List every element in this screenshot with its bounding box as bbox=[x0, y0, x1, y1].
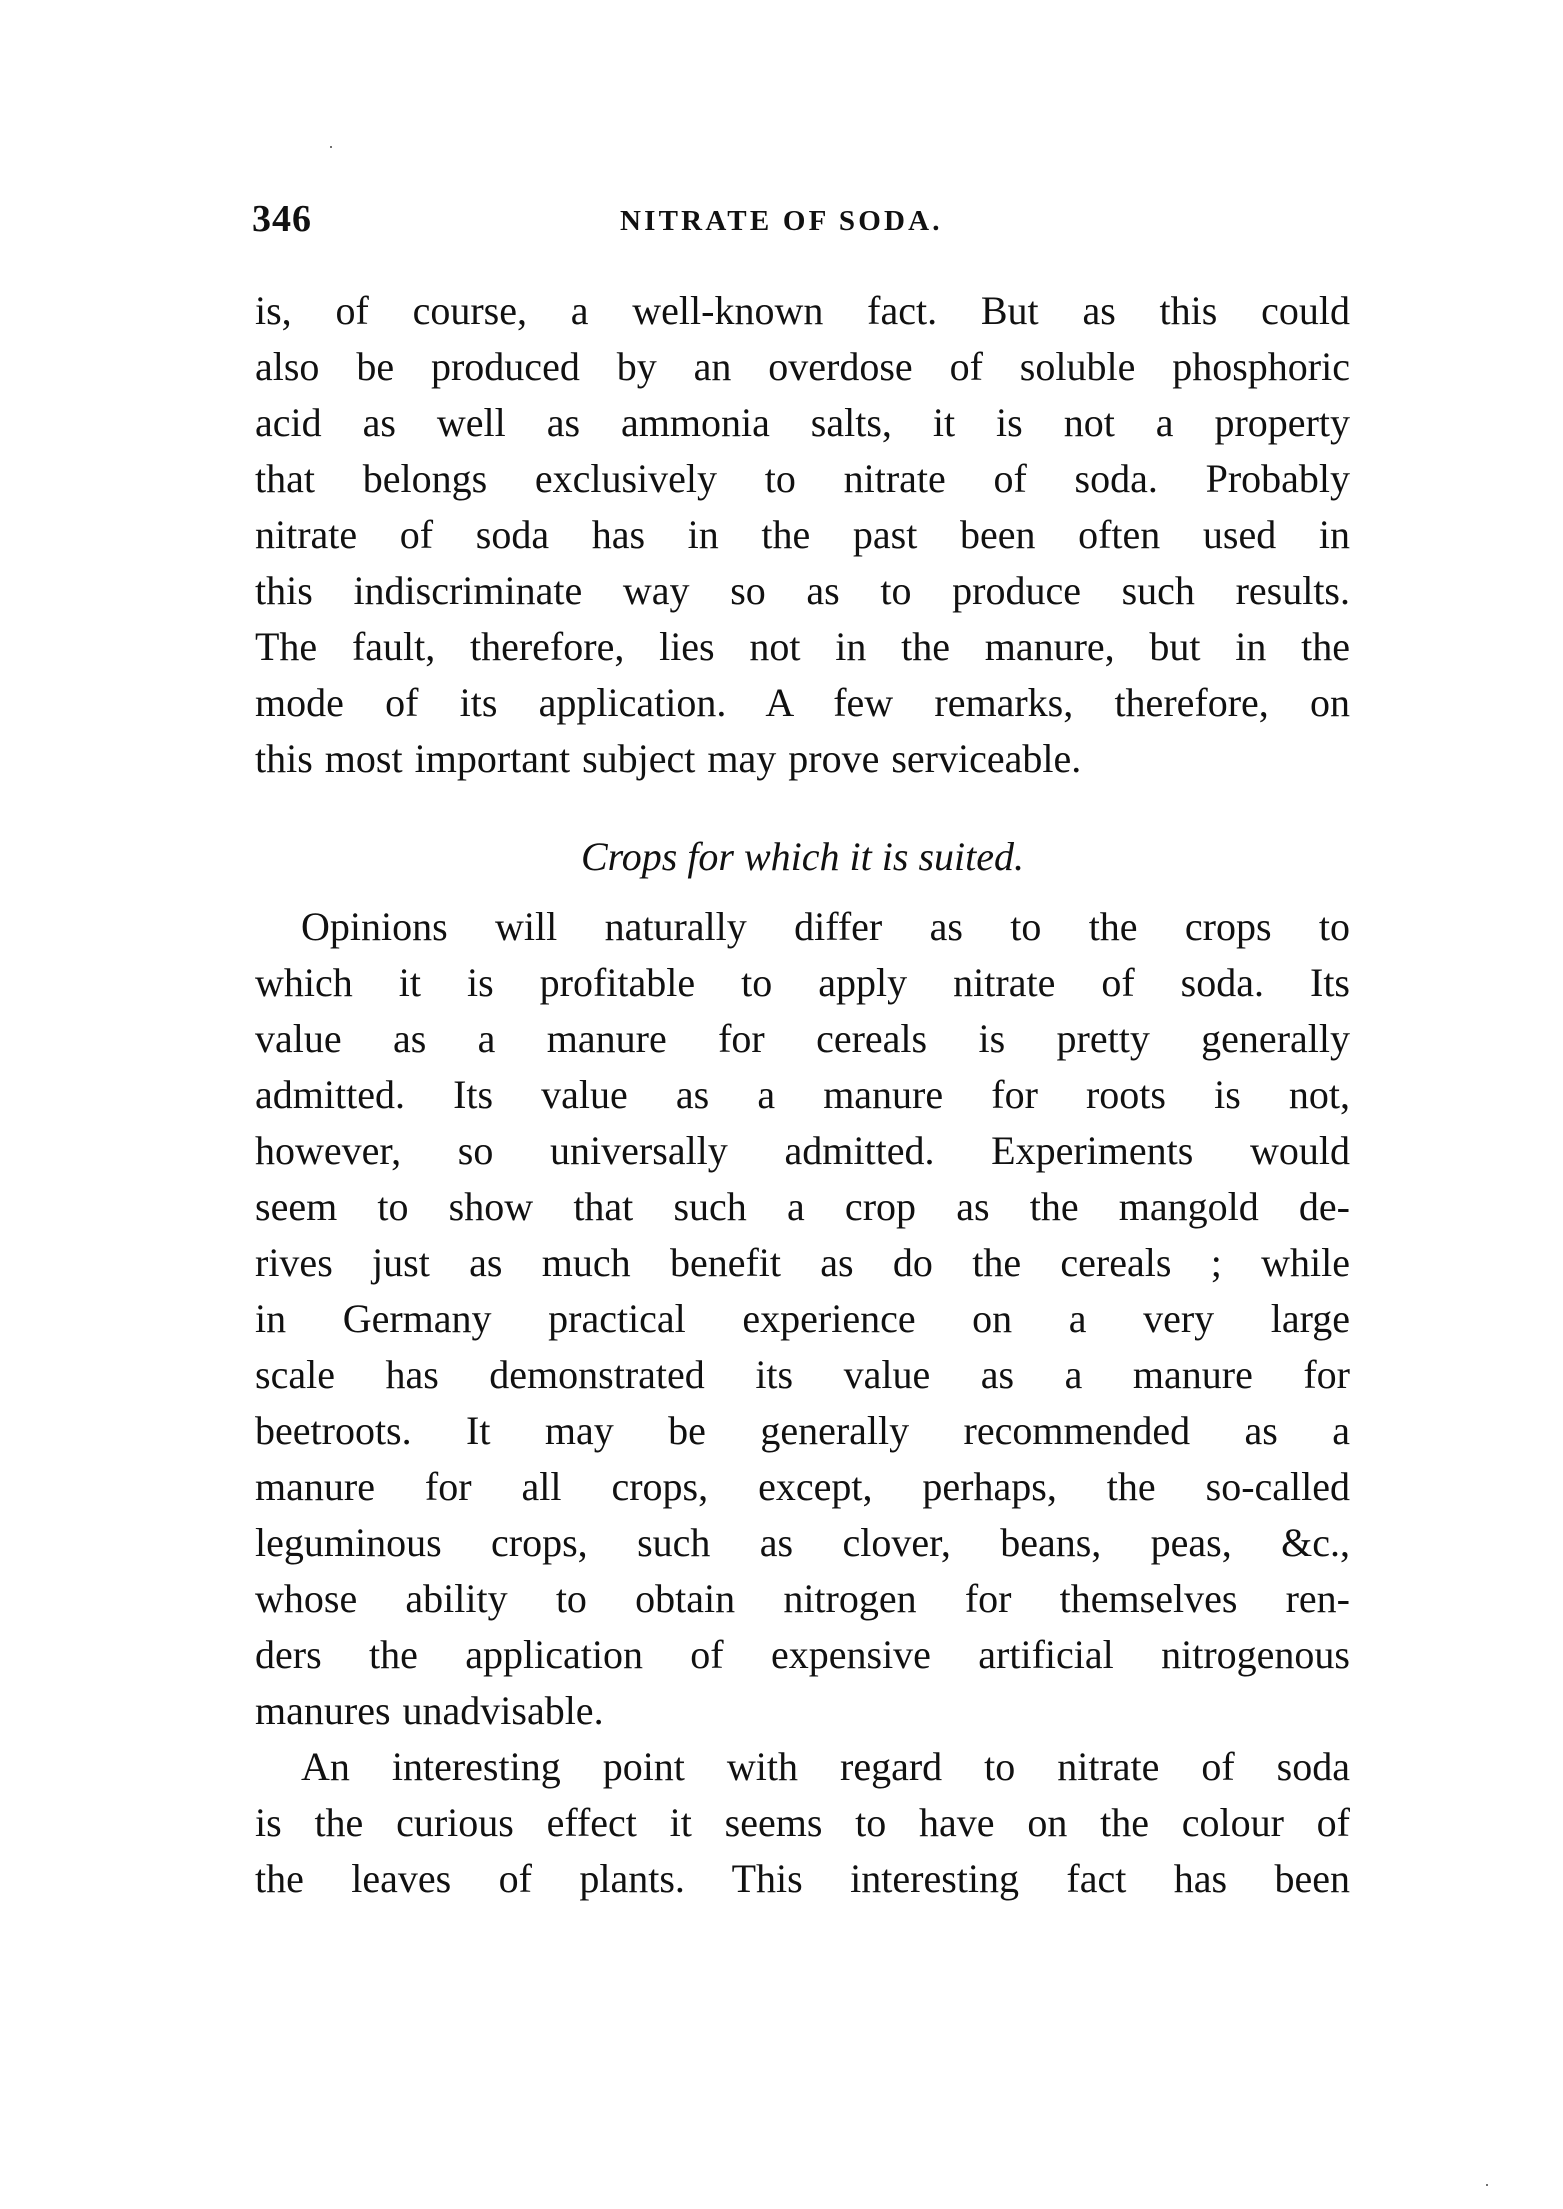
text-line: ders the application of expensive artificial nitrogenous bbox=[255, 1632, 1350, 1677]
text-line: is, of course, a well-known fact. But as this could bbox=[255, 288, 1350, 333]
text-line: beetroots. It may be generally recommended as a bbox=[255, 1408, 1350, 1453]
text-line: manures unadvisable. bbox=[255, 1688, 604, 1733]
text-line: acid as well as ammonia salts, it is not a property bbox=[255, 400, 1350, 445]
text-line: is the curious effect it seems to have on the colour of bbox=[255, 1800, 1350, 1845]
text-line: whose ability to obtain nitrogen for themselves ren- bbox=[255, 1576, 1350, 1621]
scan-speck bbox=[330, 146, 332, 148]
text-line: seem to show that such a crop as the mangold de- bbox=[255, 1184, 1350, 1229]
paragraph-continued bbox=[255, 283, 1350, 787]
scan-speck bbox=[1486, 2184, 1488, 2186]
text-line: leguminous crops, such as clover, beans, peas, &c., bbox=[255, 1520, 1350, 1565]
section-heading: Crops for which it is suited. bbox=[580, 834, 1024, 879]
text-line: this indiscriminate way so as to produce such results. bbox=[255, 568, 1350, 613]
text-line: however, so universally admitted. Experiments would bbox=[255, 1128, 1350, 1173]
text-line: rives just as much benefit as do the cereals ; while bbox=[255, 1240, 1350, 1285]
text-line: mode of its application. A few remarks, therefore, on bbox=[255, 680, 1350, 725]
text-line: The fault, therefore, lies not in the manure, but in the bbox=[255, 624, 1350, 669]
text-line: value as a manure for cereals is pretty generally bbox=[255, 1016, 1350, 1061]
text-line: which it is profitable to apply nitrate of soda. Its bbox=[255, 960, 1350, 1005]
paragraph-crops bbox=[255, 899, 1350, 1739]
text-line: An interesting point with regard to nitrate of soda bbox=[301, 1744, 1350, 1789]
running-title: NITRATE OF SODA. bbox=[620, 205, 943, 237]
text-line: that belongs exclusively to nitrate of soda. Probably bbox=[255, 456, 1350, 501]
text-line: the leaves of plants. This interesting fact has been bbox=[255, 1856, 1350, 1901]
text-line: in Germany practical experience on a very large bbox=[255, 1296, 1350, 1341]
running-head bbox=[252, 191, 1350, 247]
text-line: scale has demonstrated its value as a manure for bbox=[255, 1352, 1350, 1397]
page-number: 346 bbox=[252, 198, 312, 240]
text-line: also be produced by an overdose of soluble phosphoric bbox=[255, 344, 1350, 389]
paragraph-leaf-colour bbox=[255, 1739, 1350, 1907]
text-line: admitted. Its value as a manure for roots is not, bbox=[255, 1072, 1350, 1117]
text-line: Opinions will naturally differ as to the crops to bbox=[301, 904, 1350, 949]
text-line: nitrate of soda has in the past been often used in bbox=[255, 512, 1350, 557]
text-line: manure for all crops, except, perhaps, the so-called bbox=[255, 1464, 1350, 1509]
text-line: this most important subject may prove serviceable. bbox=[255, 736, 1082, 781]
